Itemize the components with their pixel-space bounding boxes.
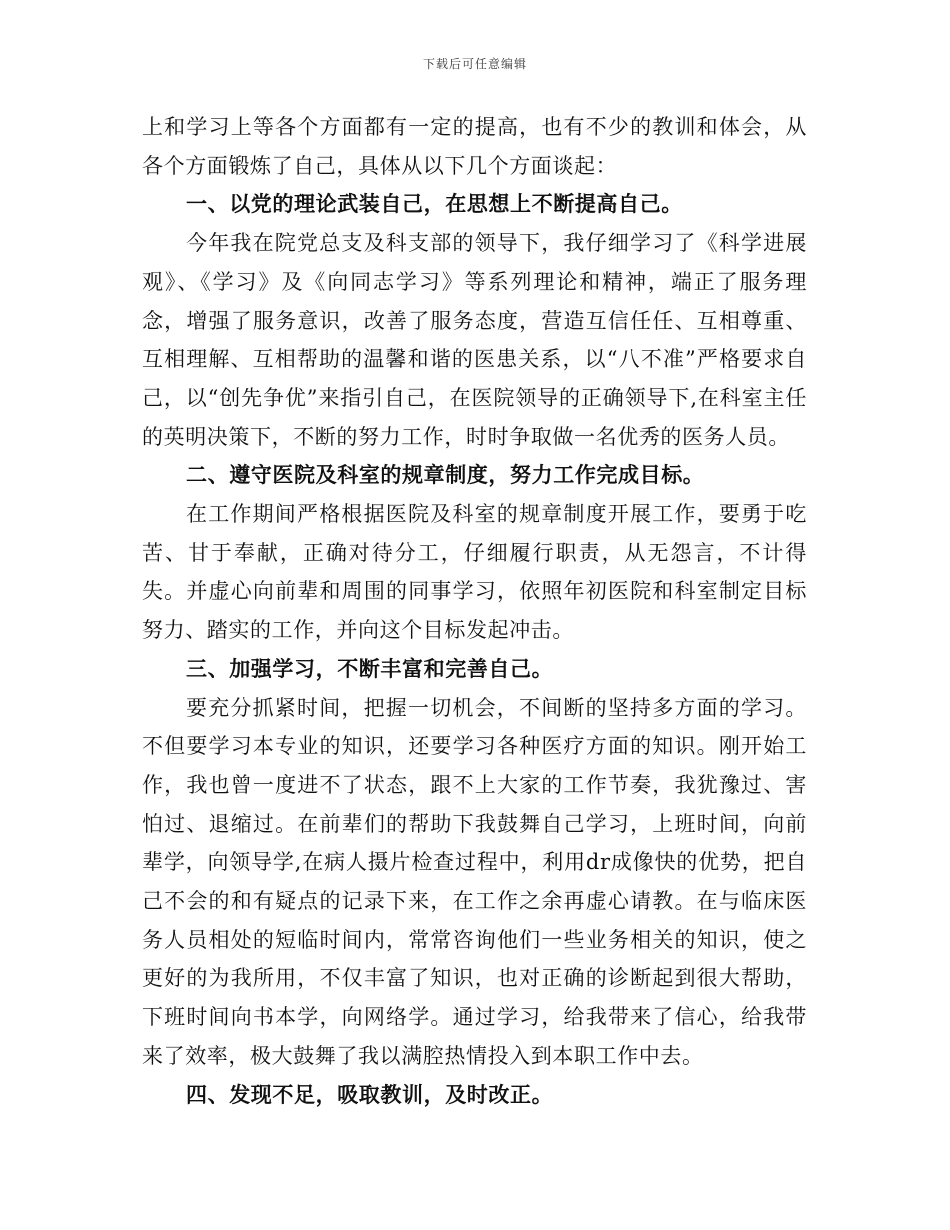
section-heading-2: 二、遵守医院及科室的规章制度，努力工作完成目标。 <box>186 463 705 488</box>
document-body <box>142 108 807 1114</box>
section-heading-3: 三、加强学习，不断丰富和完善自己。 <box>186 656 554 681</box>
page-header: 下载后可任意编辑 <box>422 57 527 71</box>
section-body-1: 今年我在院党总支及科支部的领导下，我仔细学习了《科学进展观》、《学习》及《向同志学习》等系列理论和精神，端正了服务理念，增强了服务意识，改善了服务态度，营造互信任任、互相尊重、互相理解、互相帮助的温馨和谐的医患关系，以“八不准”严格要求自己，以“创先争优”来指引自己，在医院领导的正确领导下,在科室主任的英明决策下，不断的努力工作，时时争取做一名优秀的医务人员。 <box>142 231 807 449</box>
intro-paragraph: 上和学习上等各个方面都有一定的提高，也有不少的教训和体会，从各个方面锻炼了自己，具体从以下几个方面谈起： <box>142 115 807 178</box>
section-heading-4: 四、发现不足，吸取教训，及时改正。 <box>186 1082 554 1107</box>
section-body-3: 要充分抓紧时间，把握一切机会，不间断的坚持多方面的学习。不但要学习本专业的知识，还要学习各种医疗方面的知识。刚开始工作，我也曾一度进不了状态，跟不上大家的工作节奏，我犹豫过、害怕过、退缩过。在前辈们的帮助下我鼓舞自己学习，上班时间，向前辈学，向领导学,在病人摄片检查过程中，利用dr成像快的优势，把自己不会的和有疑点的记录下来，在工作之余再虚心请教。在与临床医务人员相处的短临时间内，常常咨询他们一些业务相关的知识，使之更好的为我所用，不仅丰富了知识，也对正确的诊断起到很大帮助，下班时间向书本学，向网络学。通过学习，给我带来了信心，给我带来了效率，极大鼓舞了我以满腔热情投入到本职工作中去。 <box>142 695 807 1068</box>
section-heading-1: 一、以党的理论武装自己，在思想上不断提高自己。 <box>186 192 683 217</box>
section-body-2: 在工作期间严格根据医院及科室的规章制度开展工作，要勇于吃苦、甘于奉献，正确对待分工，仔细履行职责，从无怨言，不计得失。并虚心向前辈和周围的同事学习，依照年初医院和科室制定目标努力、踏实的工作，并向这个目标发起冲击。 <box>142 502 807 643</box>
